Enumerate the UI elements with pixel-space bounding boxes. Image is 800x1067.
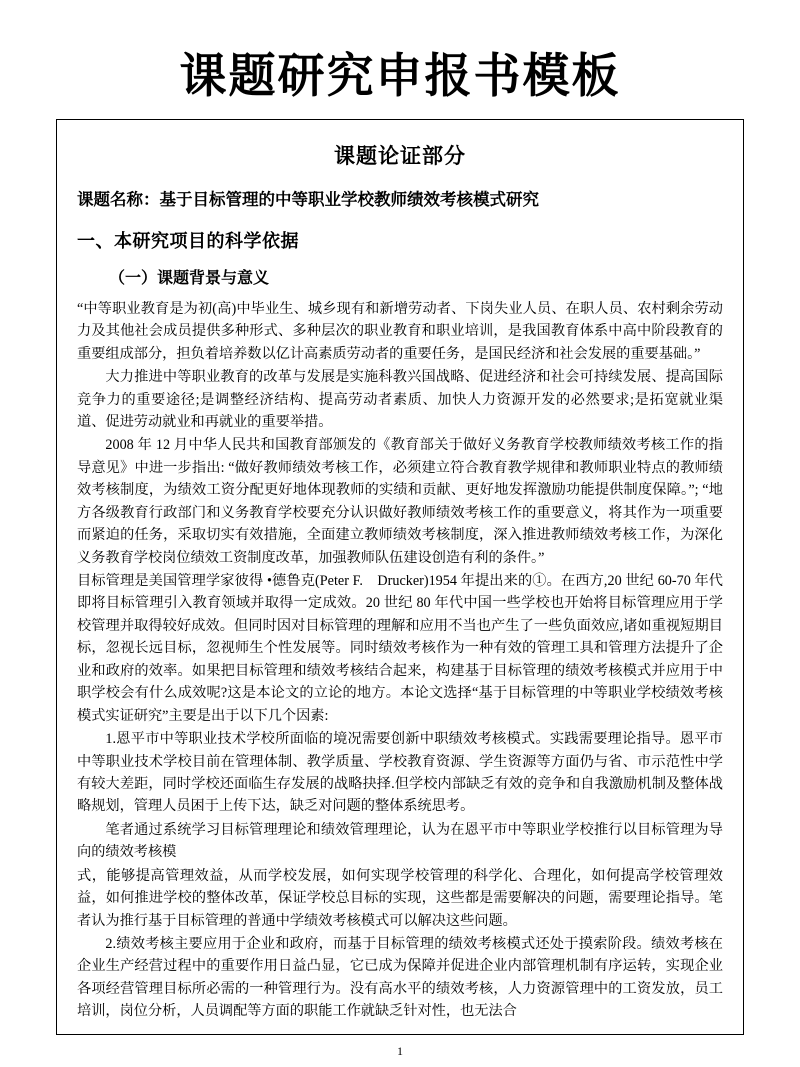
paragraph: 笔者通过系统学习目标管理理论和绩效管理理论，认为在恩平市中等职业学校推行以目标管理为导向的绩效考核模 xyxy=(77,821,723,861)
paragraph: 2008 年 12 月中华人民共和国教育部颁发的《教育部关于做好义务教育学校教师绩效考核工作的指导意见》中进一步指出: “做好教师绩效考核工作，必须建立符合教育教学规律和教师职业特点的教师绩效考核制度，为绩效工资分配更好地体现教师的实绩和贡献、更好地发挥激励功能提供制度保障。”; “地方各级教育行政部门和义务教育学校要充分认识做好教师绩效考核工作的重要意义，将其作为一项重要而紧迫的任务，采取切实有效措施，全面建立教师绩效考核制度，深入推进教师绩效考核工作，为深化义务教育学校岗位绩效工资制度改革，加强教师队伍建设创造有利的条件。” xyxy=(77,437,723,566)
paragraph: 大力推进中等职业教育的改革与发展是实施科教兴国战略、促进经济和社会可持续发展、提高国际竞争力的重要途径;是调整经济结构、提高劳动者素质、加快人力资源开发的必然要求;是拓宽就业渠道、促进劳动就业和再就业的重要举措。 xyxy=(77,369,723,430)
subject-label: 课题名称： xyxy=(77,190,160,209)
page-number: 1 xyxy=(397,1044,403,1058)
paragraph: 2.绩效考核主要应用于企业和政府，而基于目标管理的绩效考核模式还处于摸索阶段。绩效考核在企业生产经营过程中的重要作用日益凸显，它已成为保障并促进企业内部管理机制有序运转，实现企业各项经营管理目标所必需的一种管理行为。没有高水平的绩效考核，人力资源管理中的工资发放，员工培训，岗位分析，人员调配等方面的职能工作就缺乏针对性，也无法合 xyxy=(77,936,723,1020)
paragraph: 式，能够提高管理效益，从而学校发展，如何实现学校管理的科学化、合理化，如何提高学校管理效益，如何推进学校的整体改革，保证学校总目标的实现，这些都是需要解决的问题，需要理论指导。笔者认为推行基于目标管理的普通中学绩效考核模式可以解决这些问题。 xyxy=(77,867,723,929)
heading-level-2: （一）课题背景与意义 xyxy=(109,269,270,287)
document-frame xyxy=(56,119,744,1035)
page-title: 课题研究申报书模板 xyxy=(179,51,621,103)
paragraph: 目标管理是美国管理学家彼得 •德鲁克(Peter F. Drucker)1954 年提出来的①。在西方,20 世纪 60-70 年代即将目标管理引入教育领域并取得一定成效。20 世纪 80 年代中国一些学校也开始将目标管理应用于学校管理并取得较好成效。但同时因对目标管理的理解和应用不当也产生了一些负面效应,诸如重视短期目标，忽视长远目标，忽视师生个性发展等。同时绩效考核作为一种有效的管理工具和管理方法提升了企业和政府的效率。如果把目标管理和绩效考核结合起来，构建基于目标管理的绩效考核模式并应用于中职学校会有什么成效呢?这是本论文的立论的地方。本论文选择“基于目标管理的中等职业学校绩效考核模式实证研究”主要是出于以下几个因素: xyxy=(77,573,723,724)
section-title: 课题论证部分 xyxy=(334,144,466,168)
paragraph: “中等职业教育是为初(高)中毕业生、城乡现有和新增劳动者、下岗失业人员、在职人员、农村剩余劳动力及其他社会成员提供多种形式、多种层次的职业教育和职业培训，是我国教育体系中高中阶段教育的重要组成部分，担负着培养数以亿计高素质劳动者的重要任务，是国民经济和社会发展的重要基础。” xyxy=(77,300,723,362)
subject-value: 基于目标管理的中等职业学校教师绩效考核模式研究 xyxy=(159,190,539,209)
heading-level-1: 一、本研究项目的科学依据 xyxy=(77,230,299,251)
subject-line xyxy=(77,188,723,213)
paragraph: 1.恩平市中等职业技术学校所面临的境况需要创新中职绩效考核模式。实践需要理论指导。恩平市中等职业技术学校目前在管理体制、教学质量、学校教育资源、学生资源等方面仍与省、市示范性中学有较大差距，同时学校还面临生存发展的战略抉择.但学校内部缺乏有效的竞争和自我激励机制及整体战略规划，管理人员困于上传下达，缺乏对问题的整体系统思考。 xyxy=(77,731,723,815)
